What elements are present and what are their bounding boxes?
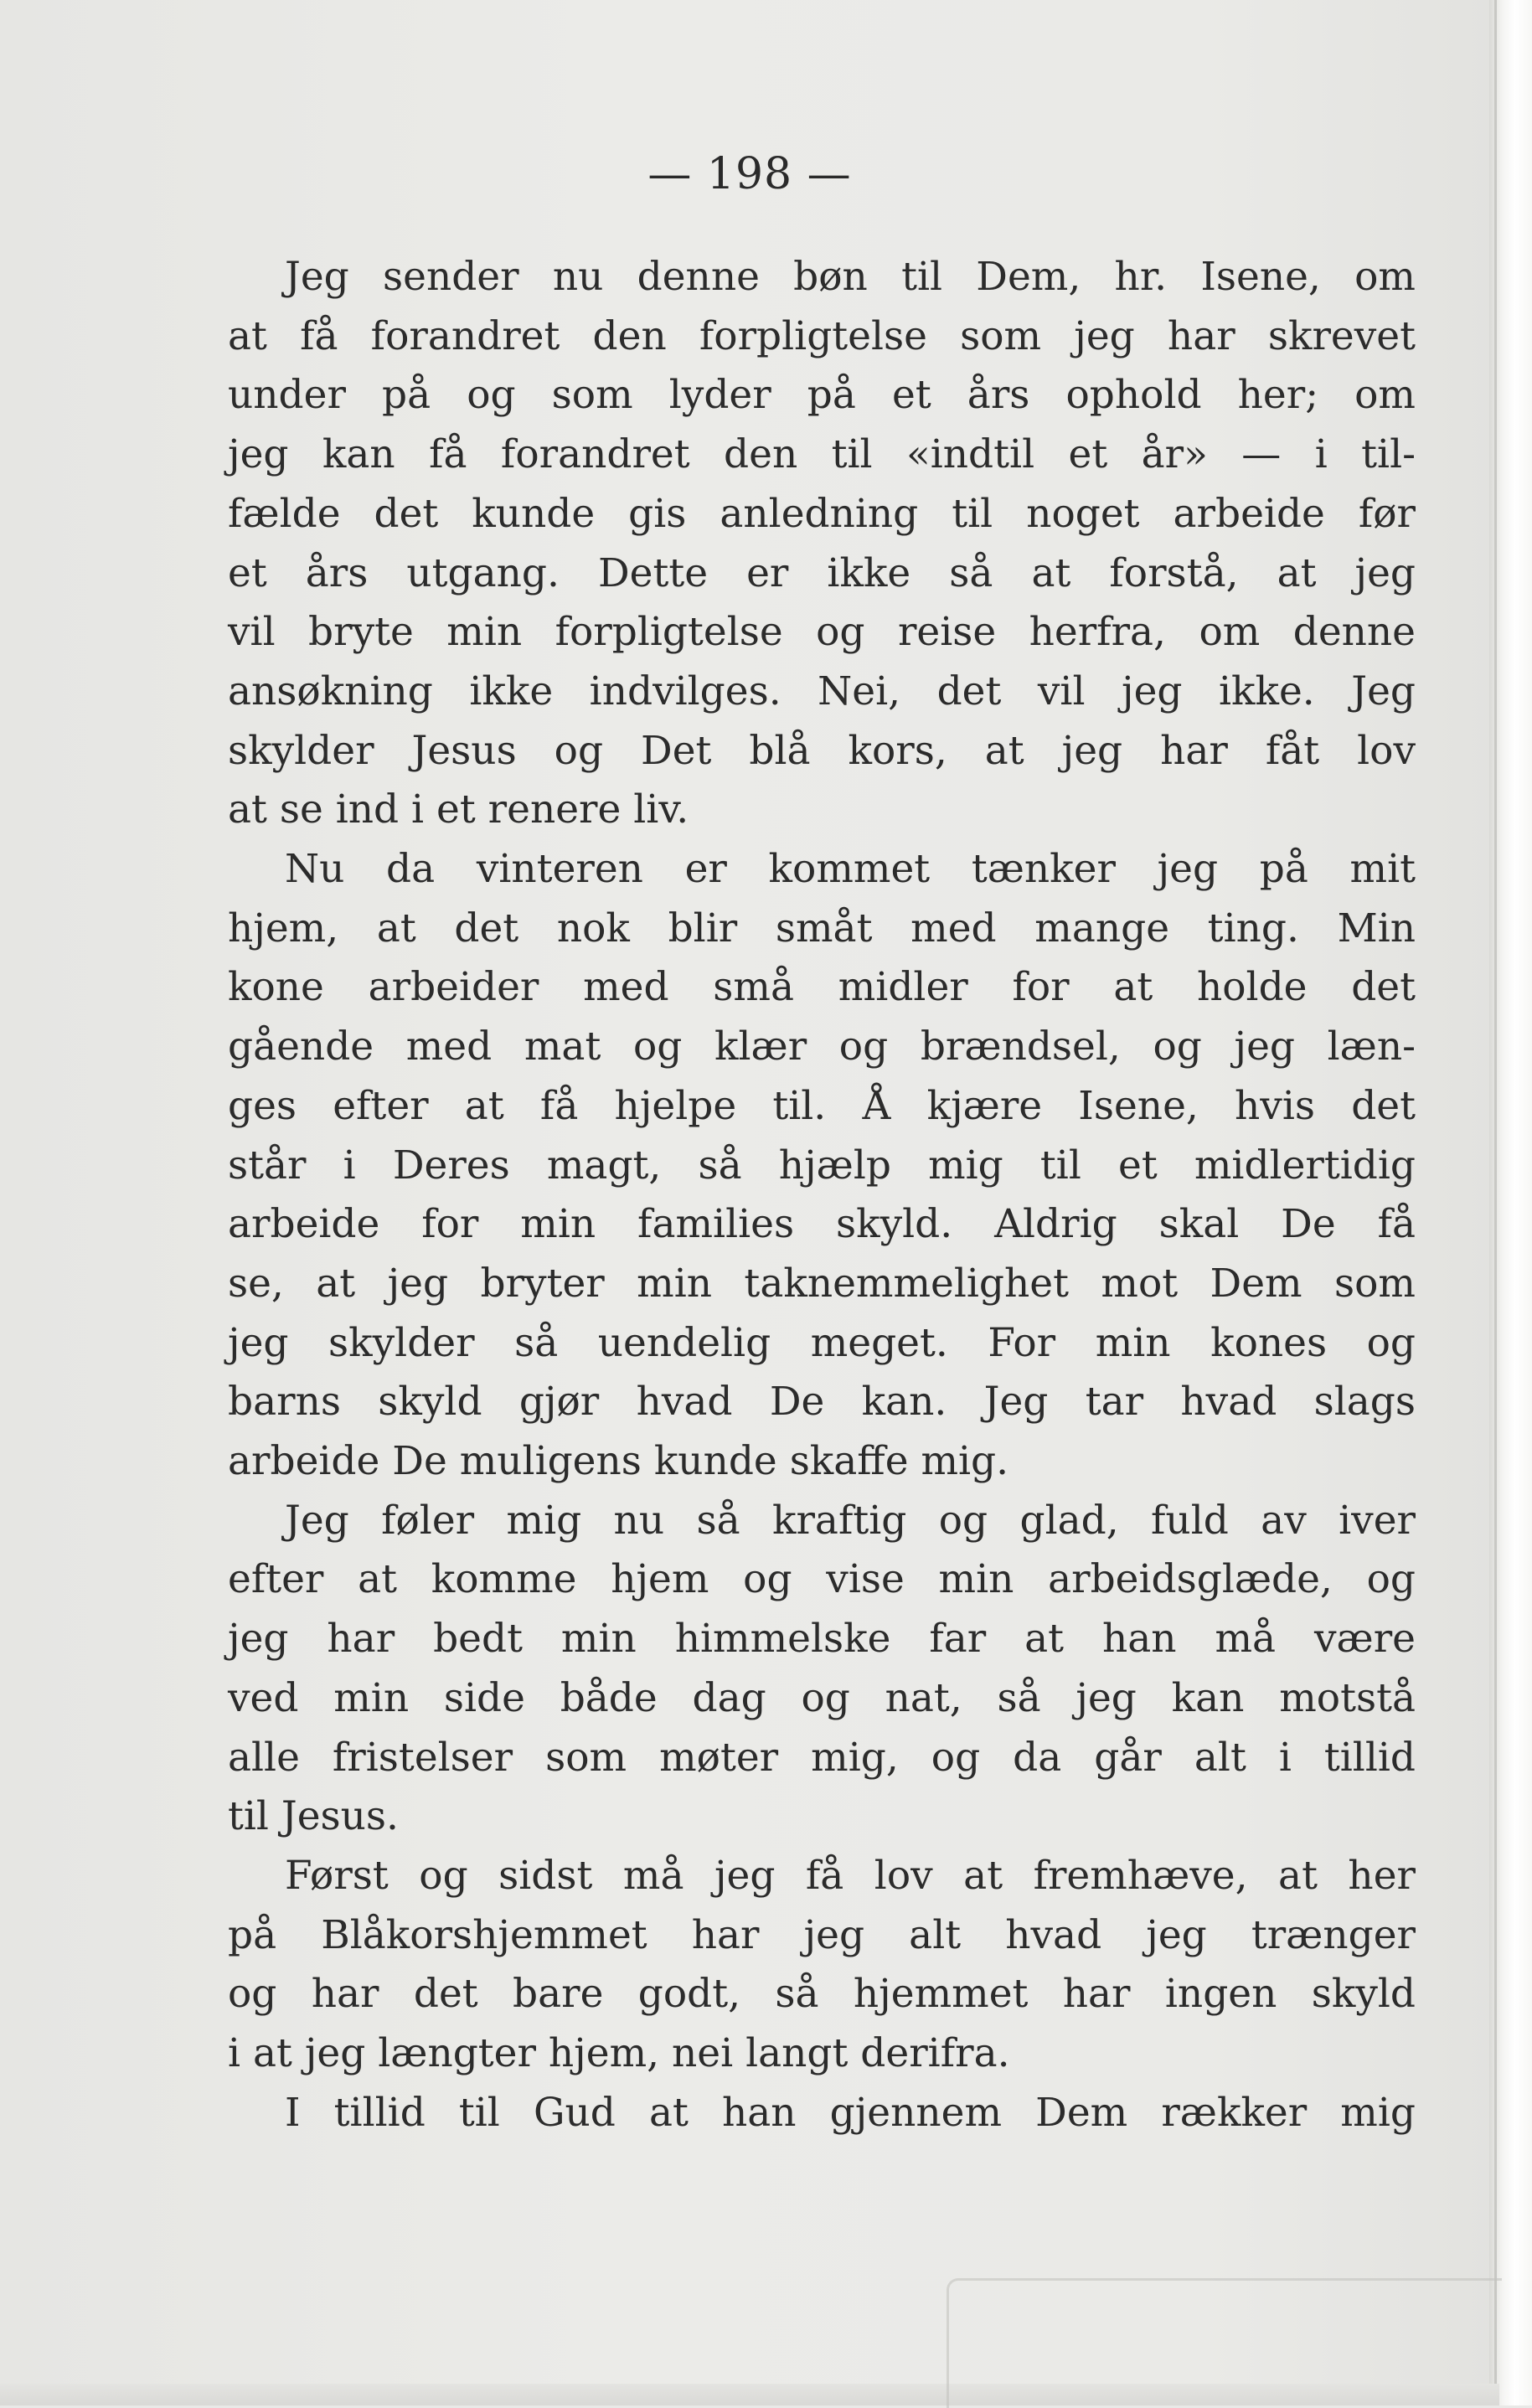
text-line: og har det bare godt, så hjemmet har ingen skyld (228, 1971, 1416, 2018)
text-line: vil bryte min forpligtelse og reise herfra, om denne (228, 609, 1416, 656)
text-line: se, at jeg bryter min taknemmelighet mot Dem som (228, 1260, 1416, 1307)
page-edge-line (1494, 0, 1497, 2405)
text-line: på Blåkorshjemmet har jeg alt hvad jeg trænger (228, 1911, 1416, 1958)
text-line: efter at komme hjem og vise min arbeidsglæde, og (228, 1556, 1416, 1603)
text-line: alle fristelser som møter mig, og da går alt i tillid (228, 1734, 1416, 1781)
text-line: Nu da vinteren er kommet tænker jeg på mit (285, 846, 1416, 893)
text-line: fælde det kunde gis anledning til noget arbeide før (228, 490, 1416, 537)
text-line: hjem, at det nok blir småt med mange ting. Min (228, 905, 1416, 951)
text-line: skylder Jesus og Det blå kors, at jeg har fåt lov (228, 727, 1416, 774)
text-line: ges efter at få hjelpe til. Å kjære Isene, hvis det (228, 1082, 1416, 1129)
text-line: gående med mat og klær og brændsel, og jeg læn- (228, 1024, 1416, 1070)
body-text (228, 248, 1416, 2143)
text-line: I tillid til Gud at han gjennem Dem rækker mig (285, 2089, 1416, 2136)
text-line: under på og som lyder på et års ophold her; om (228, 372, 1416, 419)
text-line: i at jeg længter hjem, nei langt derifra. (228, 2030, 1010, 2077)
text-line: til Jesus. (228, 1793, 399, 1840)
text-line: ved min side både dag og nat, så jeg kan motstå (228, 1674, 1416, 1721)
text-line: jeg skylder så uendelig meget. For min kones og (228, 1319, 1416, 1366)
page-number: — 198 — (647, 149, 852, 199)
text-line: jeg kan få forandret den til «indtil et år» — i til- (228, 431, 1416, 478)
text-line: Jeg føler mig nu så kraftig og glad, fuld av iver (285, 1497, 1416, 1544)
text-line: barns skyld gjør hvad De kan. Jeg tar hvad slags (228, 1379, 1416, 1426)
text-line: ansøkning ikke indvilges. Nei, det vil jeg ikke. Jeg (228, 668, 1416, 714)
text-line: står i Deres magt, så hjælp mig til et midlertidig (228, 1142, 1416, 1189)
text-line: at få forandret den forpligtelse som jeg har skrevet (228, 312, 1416, 359)
text-line: Jeg sender nu denne bøn til Dem, hr. Isene, om (285, 254, 1416, 300)
text-line: et års utgang. Dette er ikke så at forstå, at jeg (228, 549, 1416, 596)
text-line: arbeide for min families skyld. Aldrig skal De få (228, 1201, 1416, 1248)
text-line: jeg har bedt min himmelske far at han må være (228, 1616, 1416, 1663)
text-line: at se ind i et renere liv. (228, 786, 689, 833)
text-line: arbeide De muligens kunde skaffe mig. (228, 1438, 1009, 1485)
bookmark-outline (947, 2278, 1502, 2408)
text-line: kone arbeider med små midler for at holde det (228, 964, 1416, 1011)
text-line: Først og sidst må jeg få lov at fremhæve, at her (285, 1852, 1416, 1899)
